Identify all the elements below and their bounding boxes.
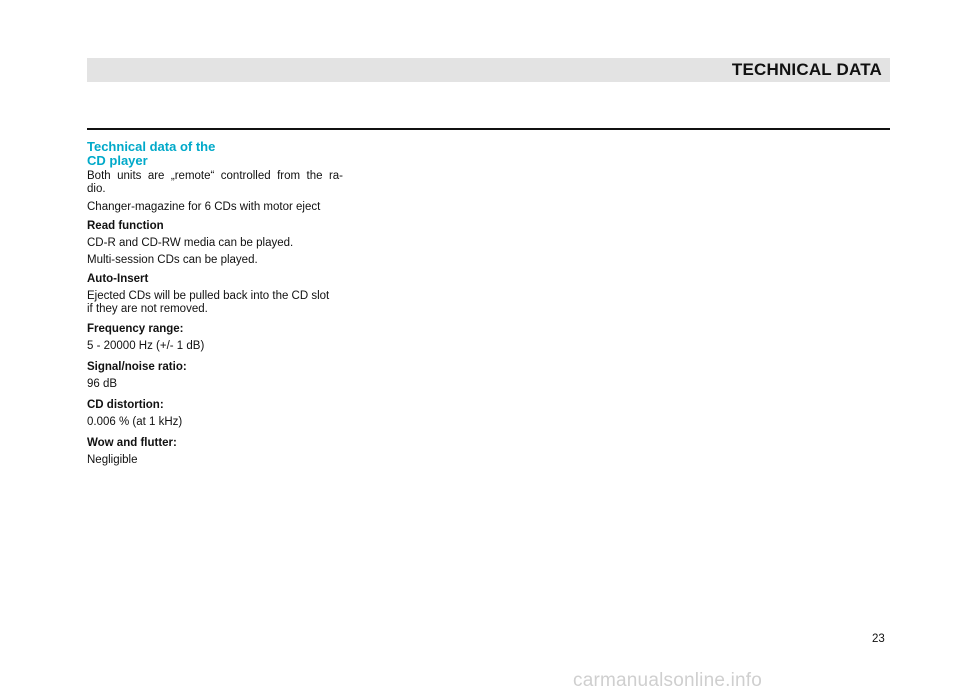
wow-flutter-value: Negligible [87,454,138,466]
wow-flutter-block [87,437,343,467]
page-number: 23 [872,633,885,645]
content-column [87,140,343,472]
section-heading-line-2: CD player [87,153,148,168]
auto-insert-line-1: Ejected CDs will be pulled back into the CD slot [87,290,330,302]
read-function-line-2: Multi-session CDs can be played. [87,254,258,266]
page-title: TECHNICAL DATA [731,60,882,79]
signal-noise-label: Signal/noise ratio: [87,361,187,373]
frequency-range-value: 5 - 20000 Hz (+/- 1 dB) [87,340,205,352]
read-function-line-1: CD-R and CD-RW media can be played. [87,237,294,249]
auto-insert-label: Auto-Insert [87,273,149,285]
section-heading-line-1: Technical data of the [87,139,216,154]
section-divider [87,128,890,130]
header-band [87,58,890,82]
auto-insert-line-2: if they are not removed. [87,303,208,315]
wow-flutter-label: Wow and flutter: [87,437,177,449]
cd-distortion-label: CD distortion: [87,399,164,411]
cd-distortion-block [87,399,343,429]
intro-line-2: dio. [87,183,106,195]
auto-insert-block [87,273,343,316]
watermark: carmanualsonline.info [573,670,763,691]
intro-paragraph [87,170,343,196]
read-function-label: Read function [87,220,164,232]
changer-paragraph: Changer-magazine for 6 CDs with motor eject [87,201,321,213]
frequency-range-label: Frequency range: [87,323,184,335]
section-heading [87,140,343,168]
cd-distortion-value: 0.006 % (at 1 kHz) [87,416,183,428]
signal-noise-block [87,361,343,391]
intro-line-1: Both units are „remote“ controlled from the ra- [87,170,343,182]
frequency-range-block [87,323,343,353]
signal-noise-value: 96 dB [87,378,118,390]
read-function-block [87,220,343,267]
